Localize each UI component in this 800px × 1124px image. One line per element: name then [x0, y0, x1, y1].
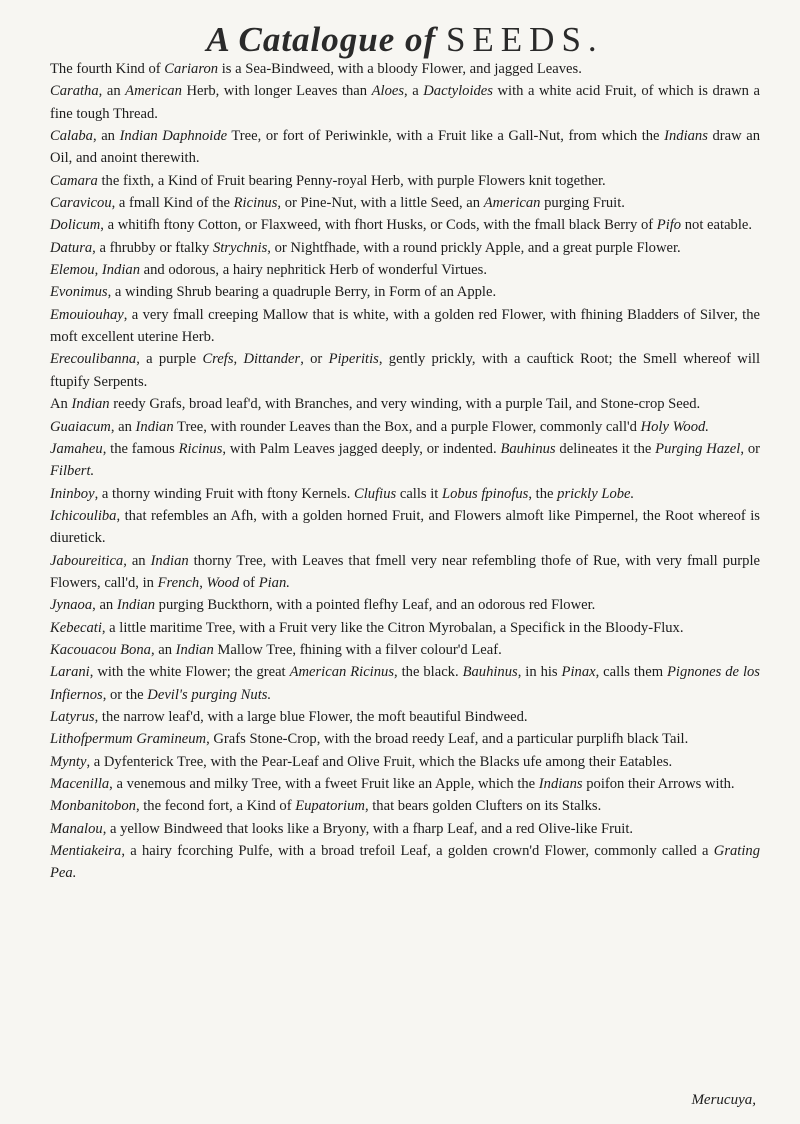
italic-text: Latyrus [50, 708, 95, 725]
italic-text: Wood [206, 574, 240, 591]
italic-text: Evonimus [50, 284, 108, 301]
catalogue-entry [50, 728, 760, 750]
entry-text: , [233, 351, 244, 368]
entry-text: Tree, with rounder Leaves than the Box, and a purple Flower, commonly call'd [173, 418, 641, 435]
italic-text: Pifo [656, 217, 682, 234]
entry-text: , or the [102, 686, 148, 703]
entry-text: The fourth Kind of [50, 61, 165, 77]
italic-text: Ricinus [178, 440, 223, 457]
italic-text: Indian Daphnoide [119, 128, 228, 145]
entry-text: draw an Oil, and anoint therewith. [50, 128, 760, 167]
catalogue-entry [50, 751, 760, 773]
italic-text: Indian [150, 552, 189, 569]
italic-text: Pinax [561, 664, 596, 681]
entry-text: , that refembles an Afh, with a golden horned Fruit, and Flowers almoft like Pimpernel, the Root whereof is diuretick. [50, 507, 760, 547]
entry-text: , or Pine-Nut, with a little Seed, an [277, 195, 484, 212]
italic-text: American Ricinus [289, 664, 395, 681]
entry-text: poifon their Arrows with. [582, 776, 735, 792]
entry-text: of [239, 574, 259, 591]
italic-text: Filbert. [50, 463, 95, 480]
entry-text: , an [92, 128, 120, 145]
entry-text: , a thorny winding Fruit with ftony Kernels. [94, 485, 355, 502]
italic-text: Ininboy [50, 485, 95, 502]
entry-text: , an [123, 552, 151, 569]
entry-text: delineates it the [555, 440, 656, 457]
entry-text: , a whitifh ftony Cotton, or Flaxweed, with fhort Husks, or Cods, with the fmall black Berry of [100, 217, 657, 234]
italic-text: Dittander [243, 351, 301, 368]
italic-text: Bauhinus [500, 440, 556, 457]
entry-text: , the [528, 485, 558, 502]
italic-text: Ricinus [233, 195, 278, 212]
entry-text: thorny Tree, with Leaves that fmell very near refembling thofe of Rue, with very fmall purple Flowers, call'd, in [50, 552, 760, 591]
italic-text: Manalou [50, 820, 103, 837]
catalogue-entry [50, 773, 760, 795]
italic-text: Elemou [50, 262, 95, 279]
catalogue-entry [50, 304, 760, 349]
italic-text: Ichicouliba [50, 507, 117, 524]
entry-text: Mallow Tree, fhining with a filver colour'd Leaf. [213, 641, 502, 658]
entry-text: , a very fmall creeping Mallow that is white, with a golden red Flower, with fhining Bladders of Silver, the moft excellent uterine Herb. [50, 306, 760, 346]
italic-text: Macenilla [50, 776, 110, 792]
italic-text: Purging Hazel [655, 440, 741, 457]
entry-text: is a Sea-Bindweed, with a bloody Flower, and jagged Leaves. [218, 61, 582, 77]
header-title-caps: SEEDS. [445, 20, 604, 59]
entry-text: not eatable. [681, 217, 753, 234]
italic-text: Guaiacum [50, 418, 111, 435]
entry-text: , an [110, 418, 136, 435]
entry-text: , a venemous and milky Tree, with a fweet Fruit like an Apple, which the [109, 776, 539, 792]
entry-text: , or Nightfhade, with a round prickly Apple, and a great purple Flower. [267, 239, 681, 256]
entry-text: An [50, 396, 72, 413]
entry-text: , a [404, 83, 424, 100]
catalogue-entry [50, 818, 760, 840]
italic-text: Kebecati [50, 619, 102, 636]
italic-text: Lithofpermum Gramineum [50, 731, 207, 748]
italic-text: Cariaron [164, 61, 219, 77]
catalogue-entry [50, 706, 760, 728]
entry-text: , the fecond fort, a Kind of [135, 798, 296, 815]
catalogue-entry [50, 237, 760, 259]
catalogue-entry [50, 125, 760, 170]
catalogue-entry [50, 594, 760, 616]
entry-text: , a yellow Bindweed that looks like a Bryony, with a fharp Leaf, and a red Olive-like Fruit. [102, 820, 634, 837]
catalogue-entry [50, 639, 760, 661]
italic-text: Devil's purging Nuts. [147, 686, 272, 703]
header-title-italic: A Catalogue of [206, 20, 437, 59]
italic-text: Strychnis [212, 239, 268, 256]
italic-text: Monbanitobon [50, 798, 136, 815]
italic-text: Jaboureitica [50, 552, 124, 569]
italic-text: Calaba [50, 128, 93, 145]
italic-text: Lobus fpinofus [442, 485, 529, 502]
page-header [50, 0, 760, 58]
italic-text: American [483, 195, 541, 212]
entry-text: , calls them [595, 664, 667, 681]
italic-text: Clufius [354, 485, 397, 502]
italic-text: Eupatorium [295, 798, 365, 815]
italic-text: Grating Pea. [50, 843, 760, 882]
italic-text: Larani [50, 664, 90, 681]
entry-text: , with Palm Leaves jagged deeply, or indented. [222, 440, 501, 457]
entry-text: , the famous [102, 440, 179, 457]
italic-text: Mynty [50, 753, 87, 770]
italic-text: prickly Lobe. [557, 485, 635, 502]
entry-text: purging Fruit. [540, 195, 625, 212]
entry-text: , [199, 574, 207, 591]
catalogue-entry [50, 214, 760, 236]
catalogue-entry [50, 259, 760, 281]
entry-text: , a winding Shrub bearing a quadruple Berry, in Form of an Apple. [107, 284, 497, 301]
entry-text: Tree, or fort of Periwinkle, with a Fruit like a Gall-Nut, from which the [227, 128, 665, 145]
entry-text: , or [740, 440, 760, 457]
entry-text: , the black. [394, 664, 463, 681]
italic-text: Datura [50, 239, 93, 256]
catalogue-entry [50, 840, 760, 885]
entry-text: calls it [396, 485, 442, 502]
entry-text: , a Dyfenterick Tree, with the Pear-Leaf and Olive Fruit, which the Blacks ufe among their Eatables. [86, 753, 673, 770]
catalogue-entry [50, 483, 760, 505]
italic-text: Holy Wood. [640, 418, 709, 435]
catalogue-entry [50, 795, 760, 817]
italic-text: Bauhinus [462, 664, 518, 681]
italic-text: Jynaoa [50, 597, 93, 614]
italic-text: Caratha [50, 83, 99, 100]
entry-text: , a purple [136, 351, 203, 368]
italic-text: French [157, 574, 200, 591]
entry-text: with a white acid Fruit, of which is drawn a fine tough Thread. [50, 83, 760, 122]
catalogue-entries [50, 58, 760, 885]
catalogue-entry [50, 58, 760, 80]
italic-text: Pian. [258, 574, 290, 591]
entry-text: , an [92, 597, 117, 614]
italic-text: Indian [116, 597, 155, 614]
entry-text: , a little maritime Tree, with a Fruit very like the Citron Myrobalan, a Specifick in the Bloody-Flux. [101, 619, 684, 636]
italic-text: Mentiakeira [50, 843, 122, 860]
italic-text: Indian [175, 641, 214, 658]
italic-text: Indian [71, 396, 110, 413]
entry-text: , with the white Flower; the great [89, 664, 290, 681]
catchword: Merucuya, [691, 1092, 756, 1108]
italic-text: Pignones de los Infiernos [50, 664, 760, 703]
italic-text: Caravicou [50, 195, 112, 212]
entry-text: Herb, with longer Leaves than [181, 83, 372, 100]
italic-text: Jamaheu [50, 440, 103, 457]
italic-text: Dolicum [50, 217, 101, 234]
catalogue-entry [50, 170, 760, 192]
catalogue-entry [50, 438, 760, 483]
italic-text: Indian [135, 418, 174, 435]
entry-text: , in his [517, 664, 562, 681]
italic-text: Piperitis [328, 351, 379, 368]
italic-text: Camara [50, 172, 98, 189]
entry-text: , [94, 262, 102, 279]
catalogue-entry [50, 393, 760, 415]
catalogue-entry [50, 80, 760, 125]
italic-text: Aloes [371, 83, 405, 100]
italic-text: Kacouacou Bona [50, 641, 151, 658]
entry-text: , a hairy fcorching Pulfe, with a broad trefoil Leaf, a golden crown'd Flower, commonly called a [121, 843, 714, 860]
catalogue-entry [50, 192, 760, 214]
catalogue-entry [50, 661, 760, 706]
entry-text: , the narrow leaf'd, with a large blue Flower, the moft beautiful Bindweed. [94, 708, 528, 725]
catalogue-entry [50, 550, 760, 595]
catalogue-entry [50, 281, 760, 303]
entry-text: the fixth, a Kind of Fruit bearing Penny-royal Herb, with purple Flowers knit together. [97, 172, 606, 189]
italic-text: Erecoulibanna [50, 351, 137, 368]
catalogue-entry [50, 348, 760, 393]
italic-text: Emouiouhay [50, 306, 124, 323]
italic-text: Indians [538, 776, 583, 792]
entry-text: , an [150, 641, 176, 658]
entry-text: purging Buckthorn, with a pointed flefhy Leaf, and an odorous red Flower. [155, 597, 596, 614]
entry-text: and odorous, a hairy nephritick Herb of wonderful Virtues. [140, 262, 487, 279]
entry-text: , a fmall Kind of the [111, 195, 234, 212]
italic-text: American [125, 83, 182, 100]
entry-text: reedy Grafs, broad leaf'd, with Branches, and very winding, with a purple Tail, and Stone-crop Seed. [109, 396, 701, 413]
entry-text: , that bears golden Clufters on its Stalks. [364, 798, 602, 815]
italic-text: Indian [101, 262, 140, 279]
entry-text: , a fhrubby or ftalky [92, 239, 213, 256]
italic-text: Indians [664, 128, 708, 145]
entry-text: , gently prickly, with a cauftick Root; the Smell whereof will ftupify Serpents. [50, 351, 760, 390]
entry-text: , Grafs Stone-Crop, with the broad reedy Leaf, and a particular purplifh black Tail. [206, 731, 689, 748]
italic-text: Crefs [202, 351, 234, 368]
entry-text: , an [98, 83, 126, 100]
entry-text: , or [300, 351, 329, 368]
catalogue-entry [50, 416, 760, 438]
italic-text: Dactyloides [423, 83, 493, 100]
catalogue-entry [50, 505, 760, 550]
catalogue-entry [50, 617, 760, 639]
